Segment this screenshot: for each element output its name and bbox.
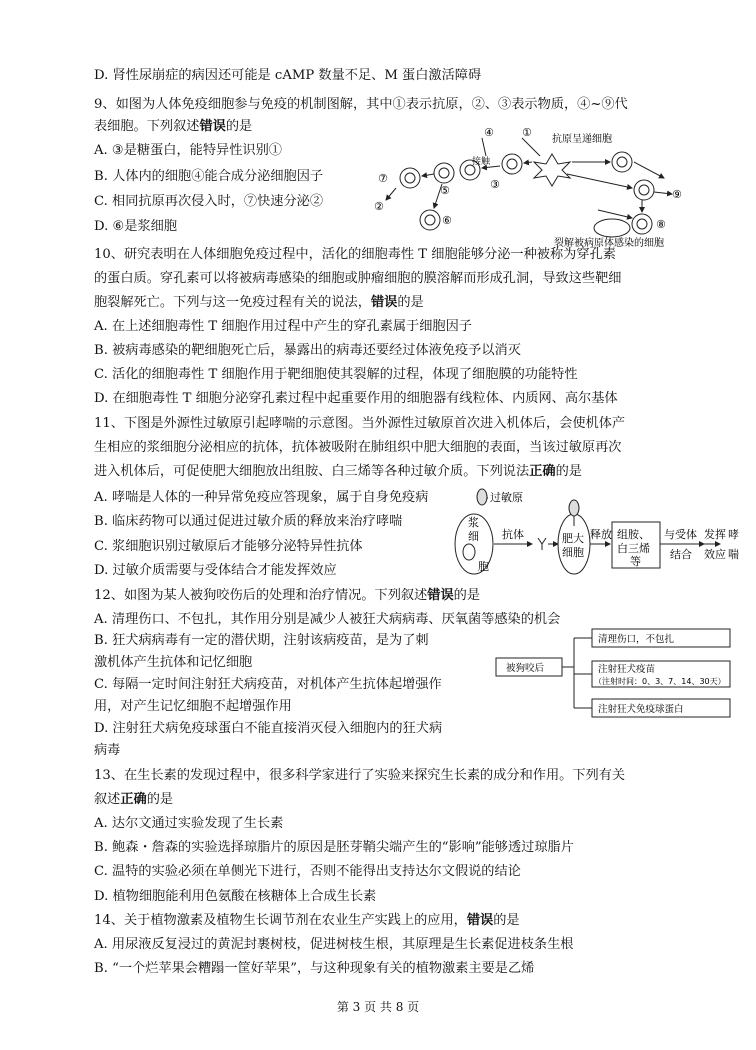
label-vaccine: 注射狂犬疫苗 <box>598 664 656 675</box>
q10-stem-1: 10、研究表明在人体细胞免疫过程中，活化的细胞毒性 T 细胞能够分泌一种被称为穿孔素 <box>94 247 616 262</box>
q13-option-a: A. 达尔文通过实验发现了生长素 <box>94 816 284 831</box>
q9-option-d: D. ⑥是浆细胞 <box>94 219 178 234</box>
label-allergen: 过敏原 <box>490 491 523 504</box>
text: 进入机体后，可促使肥大细胞放出组胺、白三烯等各种过敏介质。下列说法 <box>94 464 530 479</box>
label-plasma-cell-2: 细 <box>468 530 479 543</box>
q13-stem-2 <box>94 791 173 809</box>
label-plasma-cell-3: 胞 <box>478 560 489 573</box>
num-1: ① <box>522 128 532 139</box>
q13-option-c: C. 温特的实验必须在单侧光下进行，否则不能得出支持达尔文假说的结论 <box>94 864 521 879</box>
label-globulin: 注射狂犬免疫球蛋白 <box>598 704 684 715</box>
label-asthma-2: 喘 <box>728 548 739 561</box>
q12-option-b-2: 激机体产生抗体和记忆细胞 <box>94 655 253 670</box>
num-6: ⑥ <box>442 214 452 227</box>
label-mediators-3: 等 <box>630 555 641 568</box>
label-clean: 清理伤口，不包扎 <box>598 634 675 645</box>
q10-option-a: A. 在上述细胞毒性 T 细胞作用过程中产生的穿孔素属于细胞因子 <box>94 319 472 334</box>
label-antibody: 抗体 <box>502 528 524 541</box>
q11-stem-1: 11、下图是外源性过敏原引起哮喘的示意图。当外源性过敏原首次进入机体后，会使机体产 <box>94 416 626 431</box>
q10-option-b: B. 被病毒感染的靶细胞死亡后，暴露出的病毒还要经过体液免疫予以消灭 <box>94 343 521 358</box>
q10-stem-3 <box>94 294 424 312</box>
q9-option-a: A. ③是糖蛋白，能特异性识别① <box>94 143 282 158</box>
q11-stem-3 <box>94 463 582 481</box>
text: 的是 <box>397 295 424 310</box>
label-asthma-1: 哮 <box>728 528 739 541</box>
figure-11-asthma-diagram <box>452 486 742 586</box>
label-bitten: 被狗咬后 <box>506 663 545 674</box>
q9-option-c: C. 相同抗原再次侵入时，⑦快速分泌② <box>94 194 324 209</box>
q9-stem-1: 9、如图为人体免疫细胞参与免疫的机制图解，其中①表示抗原，②、③表示物质，④~⑨代 <box>94 97 628 112</box>
q11-option-d: D. 过敏介质需要与受体结合才能发挥效应 <box>94 563 337 578</box>
page-footer: 第 3 页 共 8 页 <box>336 1000 420 1014</box>
text: 胞裂解死亡。下列与这一免疫过程有关的说法， <box>94 295 371 310</box>
text: 的是 <box>225 119 253 134</box>
label-mediators-1: 组胺、 <box>617 528 650 541</box>
q11-option-c: C. 浆细胞识别过敏原后才能够分泌特异性抗体 <box>94 539 363 554</box>
q14-option-a: A. 用尿液反复浸过的黄泥封裹树枝，促进树枝生根，其原理是生长素促进枝条生根 <box>94 937 574 952</box>
q10-stem-2: 的蛋白质。穿孔素可以将被病毒感染的细胞或肿瘤细胞的膜溶解而形成孔洞，导致这些靶细 <box>94 271 622 286</box>
num-9: ⑨ <box>672 188 682 201</box>
text: 的是 <box>146 792 174 807</box>
emphasis: 错误 <box>370 295 398 310</box>
label-receptor-1: 与受体 <box>664 528 697 541</box>
label-schedule: （注射时间：0、3、7、14、30天） <box>594 677 726 686</box>
text: 的是 <box>555 464 582 479</box>
q12-option-c-2: 用，对产生记忆细胞不起增强作用 <box>94 699 292 714</box>
label-receptor-2: 结合 <box>670 548 692 561</box>
q9-stem-2 <box>94 118 252 136</box>
q12-option-c-1: C. 每隔一定时间注射狂犬病疫苗，对机体产生抗体起增强作 <box>94 677 442 692</box>
q9-option-b: B. 人体内的细胞④能合成分泌细胞因子 <box>94 169 324 184</box>
text: 的是 <box>453 588 481 603</box>
q11-option-b: B. 临床药物可以通过促进过敏介质的释放来治疗哮喘 <box>94 514 403 529</box>
label-mast-cell-2: 细胞 <box>562 546 584 559</box>
figure-9-immune-diagram <box>372 128 692 250</box>
label-plasma-cell-1: 浆 <box>468 516 479 529</box>
num-8: ⑧ <box>656 218 666 231</box>
q12-option-d-1: D. 注射狂犬病免疫球蛋白不能直接消灭侵入细胞内的狂犬病 <box>94 721 443 736</box>
text: 表细胞。下列叙述 <box>94 119 200 134</box>
figure-12-dog-bite-flowchart <box>494 628 734 722</box>
label-contact: 接触 <box>472 157 491 167</box>
label-effect-2: 效应 <box>704 548 726 561</box>
emphasis: 错误 <box>427 588 454 603</box>
label-effect-1: 发挥 <box>704 528 726 541</box>
q13-option-b: B. 鲍森・詹森的实验选择琼脂片的原因是胚芽鞘尖端产生的“影响”能够透过琼脂片 <box>94 840 574 855</box>
label-lysis: 裂解被病原体感染的细胞 <box>554 238 664 249</box>
num-2: ② <box>374 200 384 213</box>
q12-option-d-2: 病毒 <box>94 743 121 758</box>
q11-option-a: A. 哮喘是人体的一种异常免疫应答现象，属于自身免疫病 <box>94 490 429 505</box>
q12-option-b-1: B. 狂犬病病毒有一定的潜伏期，注射该病疫苗，是为了刺 <box>94 633 429 648</box>
q12-option-a: A. 清理伤口、不包扎，其作用分别是减少人被狂犬病病毒、厌氧菌等感染的机会 <box>94 612 561 627</box>
text: 的是 <box>493 913 520 928</box>
q10-option-d: D. 在细胞毒性 T 细胞分泌穿孔素过程中起重要作用的细胞器有线粒体、内质网、高尔基体 <box>94 391 618 406</box>
emphasis: 错误 <box>466 913 494 928</box>
line-1: D. 肾性尿崩症的病因还可能是 cAMP 数量不足、M 蛋白激活障碍 <box>94 68 482 83</box>
emphasis: 正确 <box>529 464 556 479</box>
q14-stem <box>94 912 520 930</box>
num-5: ⑤ <box>440 184 450 197</box>
q14-option-b: B. “一个烂苹果会糟蹋一筐好苹果”，与这种现象有关的植物激素主要是乙烯 <box>94 961 535 976</box>
label-mediators-2: 白三烯 <box>617 542 650 555</box>
num-3: ③ <box>490 178 500 191</box>
label-release: 释放 <box>590 528 612 541</box>
text: 14、关于植物激素及植物生长调节剂在农业生产实践上的应用， <box>94 913 467 928</box>
q10-option-c: C. 活化的细胞毒性 T 细胞作用于靶细胞使其裂解的过程，体现了细胞膜的功能特性 <box>94 367 578 382</box>
num-7: ⑦ <box>378 172 388 185</box>
num-4: ④ <box>484 128 494 139</box>
emphasis: 正确 <box>120 792 147 807</box>
q12-stem <box>94 587 480 605</box>
label-mast-cell-1: 肥大 <box>562 532 584 545</box>
label-apc: 抗原呈递细胞 <box>552 134 612 145</box>
q11-stem-2: 生相应的浆细胞分泌相应的抗体，抗体被吸附在肺组织中肥大细胞的表面，当该过敏原再次 <box>94 440 622 455</box>
q13-option-d: D. 植物细胞能利用色氨酸在核糖体上合成生长素 <box>94 889 377 904</box>
emphasis: 错误 <box>199 119 226 134</box>
text: 12、如图为某人被狗咬伤后的处理和治疗情况。下列叙述 <box>94 588 428 603</box>
text: 叙述 <box>94 792 121 807</box>
q13-stem-1: 13、在生长素的发现过程中，很多科学家进行了实验来探究生长素的成分和作用。下列有关 <box>94 768 626 783</box>
